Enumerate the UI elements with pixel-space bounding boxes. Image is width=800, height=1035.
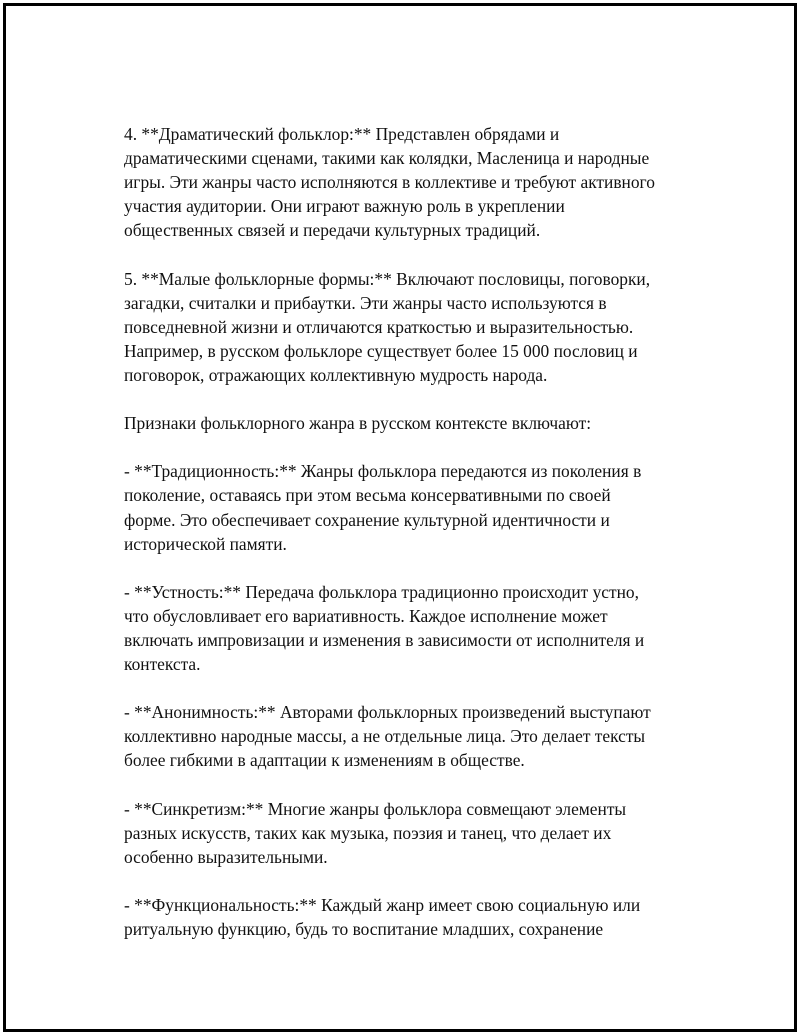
- text-line: разных искусств, таких как музыка, поэзия и танец, что делает их: [124, 822, 612, 843]
- text-line: более гибкими в адаптации к изменениям в обществе.: [124, 750, 525, 771]
- text-line: поговорок, отражающих коллективную мудрость народа.: [124, 364, 548, 385]
- text-line: игры. Эти жанры часто исполняются в коллективе и требуют активного: [124, 172, 655, 193]
- paragraph-genre-features-intro: [124, 411, 704, 435]
- text-line: что обусловливает его вариативность. Каждое исполнение может: [124, 605, 608, 626]
- page-frame: [3, 3, 797, 1032]
- text-line: исторической памяти.: [124, 533, 287, 554]
- text-line: повседневной жизни и отличаются краткостью и выразительностью.: [124, 316, 634, 337]
- text-line: особенно выразительными.: [124, 846, 328, 867]
- text-line: - **Анонимность:** Авторами фольклорных произведений выступают: [124, 702, 651, 723]
- text-line: участия аудитории. Они играют важную роль в укреплении: [124, 196, 565, 217]
- text-line: включать импровизации и изменения в зависимости от исполнителя и: [124, 629, 645, 650]
- text-line: загадки, считалки и прибаутки. Эти жанры часто используются в: [124, 292, 607, 313]
- text-line: 4. **Драматический фольклор:** Представлен обрядами и: [124, 124, 560, 144]
- text-line: драматическими сценами, такими как колядки, Масленица и народные: [124, 148, 650, 169]
- text-line: контекста.: [124, 654, 201, 675]
- paragraph-syncretism: [124, 797, 704, 869]
- text-line: 5. **Малые фольклорные формы:** Включают пословицы, поговорки,: [124, 268, 651, 289]
- text-line: общественных связей и передачи культурных традиций.: [124, 220, 541, 241]
- text-line: - **Функциональность:** Каждый жанр имеет свою социальную или: [124, 895, 641, 915]
- paragraph-functionality: [124, 893, 704, 941]
- paragraph-dramatic-folklore: [124, 122, 704, 242]
- text-line: ритуальную функцию, будь то воспитание младших, сохранение: [124, 919, 604, 940]
- paragraph-small-folklore-forms: [124, 267, 704, 387]
- paragraph-anonymity: [124, 700, 704, 772]
- text-line: коллективно народные массы, а не отдельные лица. Это делает тексты: [124, 726, 646, 747]
- paragraph-traditionality: [124, 459, 704, 555]
- document-body: [124, 122, 704, 965]
- text-line: - **Устность:** Передача фольклора традиционно происходит устно,: [124, 581, 639, 602]
- text-line: - **Традиционность:** Жанры фольклора передаются из поколения в: [124, 461, 642, 482]
- paragraph-orality: [124, 580, 704, 676]
- text-line: Например, в русском фольклоре существует более 15 000 пословиц и: [124, 340, 638, 361]
- text-line: форме. Это обеспечивает сохранение культурной идентичности и: [124, 509, 610, 530]
- text-line: - **Синкретизм:** Многие жанры фольклора совмещают элементы: [124, 798, 627, 819]
- text-line: Признаки фольклорного жанра в русском контексте включают:: [124, 413, 592, 434]
- text-line: поколение, оставаясь при этом весьма консервативными по своей: [124, 485, 611, 506]
